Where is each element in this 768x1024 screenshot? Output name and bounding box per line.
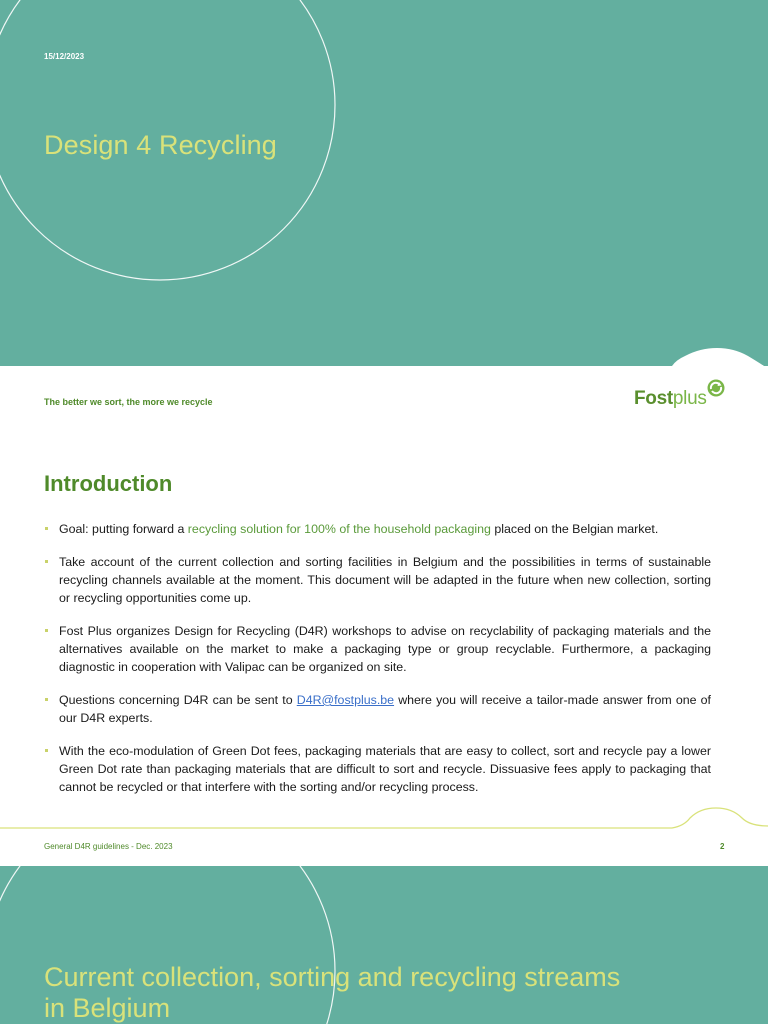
cover-title: Design 4 Recycling bbox=[44, 130, 277, 160]
logo-text: Fostplus bbox=[634, 388, 707, 409]
footer-text: General D4R guidelines - Dec. 2023 bbox=[44, 842, 173, 851]
list-item: Take account of the current collection and sorting facilities in Belgium and the possibilities in terms of sustainable recycling channels available at the moment. This document will be adapted in the future when new collection, sorting or recycling opportunities come up. bbox=[44, 553, 711, 608]
page-number: 2 bbox=[720, 842, 725, 851]
decorative-circle bbox=[0, 0, 768, 366]
section-slide bbox=[0, 866, 768, 1024]
cover-slide bbox=[0, 0, 768, 366]
recycling-arrow-icon bbox=[706, 378, 726, 398]
tagline: The better we sort, the more we recycle bbox=[44, 397, 213, 407]
list-item: Fost Plus organizes Design for Recycling (D4R) workshops to advise on recyclability of packaging materials and the alternatives available on the market to make a packaging type or group recyclable. Furthermore, a packaging diagnostic in cooperation with Valipac can be organized on site. bbox=[44, 622, 711, 677]
email-link[interactable]: D4R@fostplus.be bbox=[296, 692, 395, 707]
slide-heading: Introduction bbox=[44, 471, 173, 496]
introduction-slide bbox=[0, 366, 768, 866]
list-item: With the eco-modulation of Green Dot fees, packaging materials that are easy to collect, sort and recycle pay a lower Green Dot rate than packaging materials that are difficult to sort and recycle. Dissuasive fees apply to packaging that cannot be recycled or that interfere with the sorting and/or recycling process. bbox=[44, 742, 711, 797]
highlight-text: recycling solution for 100% of the household packaging bbox=[187, 522, 491, 536]
bullet-list bbox=[44, 520, 711, 811]
list-item: Questions concerning D4R can be sent to D4R@fostplus.be where you will receive a tailor-made answer from one of our D4R experts. bbox=[44, 691, 711, 727]
cover-date: 15/12/2023 bbox=[44, 52, 85, 61]
list-item: Goal: putting forward a recycling solution for 100% of the household packaging placed on the Belgian market. bbox=[44, 520, 711, 538]
section-title: Current collection, sorting and recycling streams in Belgium bbox=[44, 962, 621, 1023]
fostplus-logo bbox=[634, 378, 730, 414]
footer-divider bbox=[0, 804, 768, 834]
